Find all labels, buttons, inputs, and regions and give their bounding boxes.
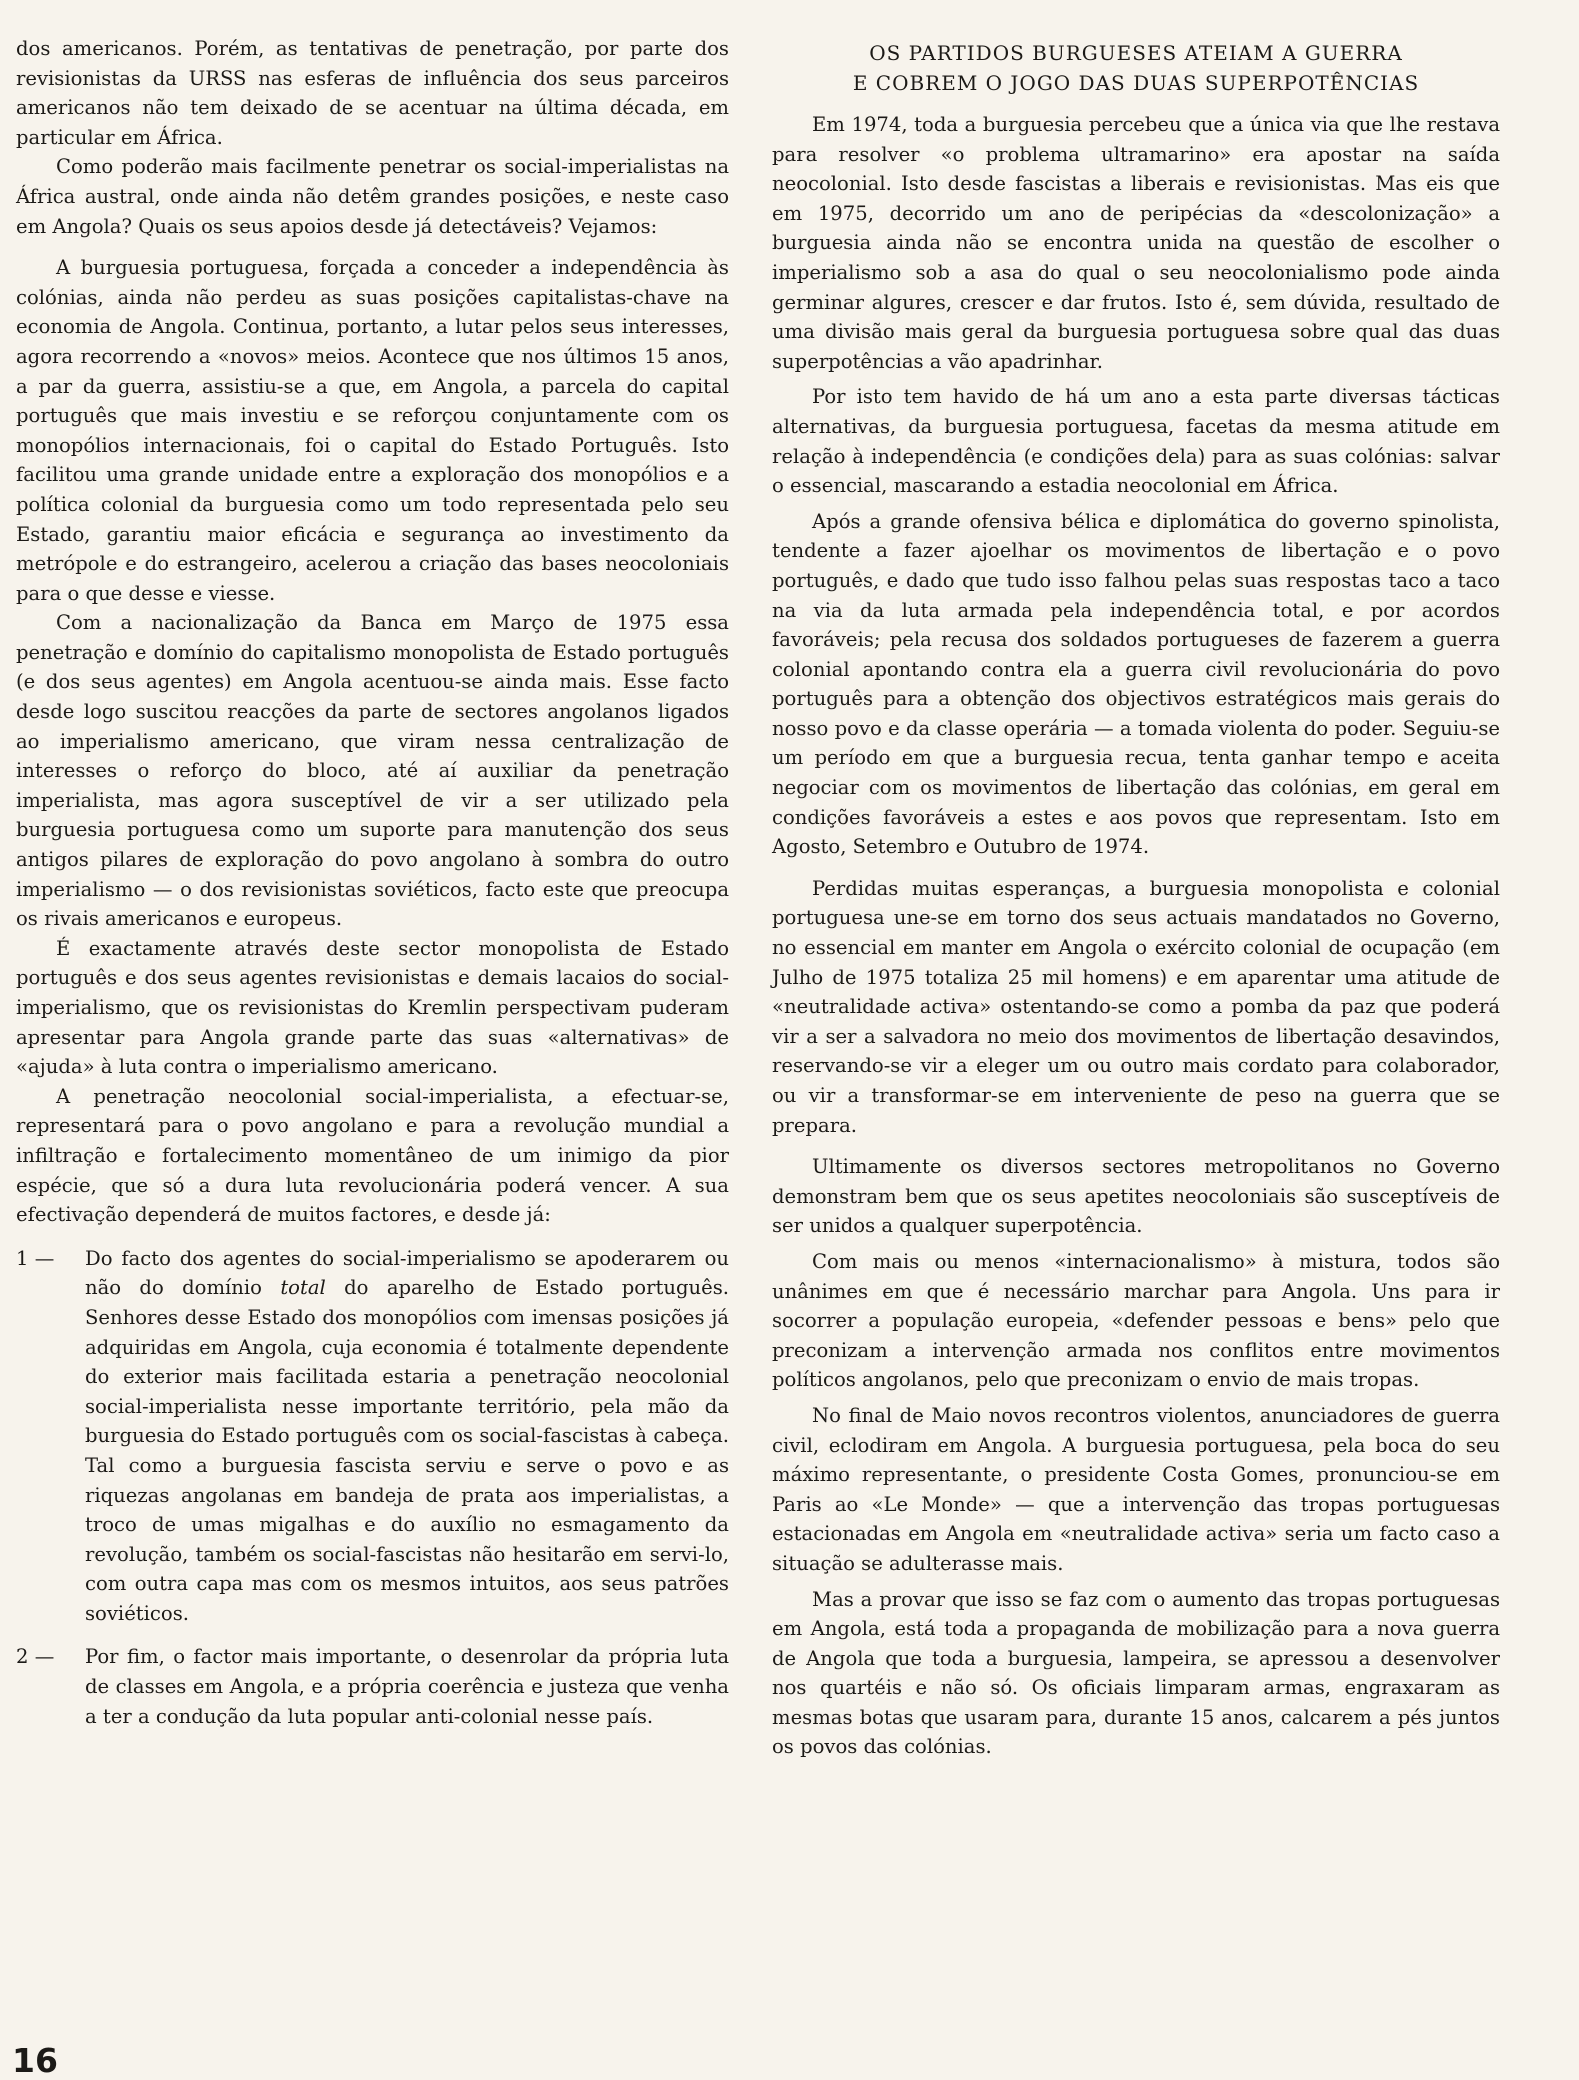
paragraph: Como poderão mais facilmente penetrar os social-imperialistas na África austral, onde ainda não detêm grandes posições, e neste caso em Angola? Quais os seus apoios desde já detectáveis? Vejamos: [16,155,729,238]
heading-line: E COBREM O JOGO DAS DUAS SUPERPOTÊNCIAS [852,71,1420,95]
section-heading [772,38,1500,98]
paragraph: dos americanos. Porém, as tentativas de penetração, por parte dos revisionistas da URSS nas esferas de influência dos seus parceiros americanos não tem deixado de se acentuar na última década, em particular em África. [16,37,729,149]
item-text: Do facto dos agentes do social-imperialismo se apoderarem ou não do domínio [85,1246,729,1300]
paragraph: No final de Maio novos recontros violentos, anunciadores de guerra civil, eclodiram em Angola. A burguesia portuguesa, pela boca do seu máximo representante, o presidente Costa Gomes, pronunciou-se em Paris ao «Le Monde» — que a intervenção das tropas portuguesas estacionadas em Angola em «neutralidade activa» seria um facto caso a situação se adulterasse mais. [772,1403,1500,1575]
paragraph: Por isto tem havido de há um ano a esta parte diversas tácticas alternativas, da burguesia portuguesa, facetas da mesma atitude em relação à independência (e condições dela) para as suas colónias: salvar o essencial, mascarando a estadia neocolonial em África. [772,385,1500,498]
paragraph: Em 1974, toda a burguesia percebeu que a única via que lhe restava para resolver «o problema ultramarino» era apostar na saída neocolonial. Isto desde fascistas a liberais e revisionistas. Mas eis que em 1975, decorrido um ano de peripécias da «descolonização» a burguesia ainda não se encontra unida na questão de escolher o imperialismo sob a asa do qual o seu neocolonialismo pode ainda germinar algures, crescer e dar frutos. Isto é, sem dúvida, resultado de uma divisão mais geral da burguesia portuguesa sobre qual das duas superpotências a vão apadrinhar. [772,113,1500,373]
paragraph: Com a nacionalização da Banca em Março de 1975 essa penetração e domínio do capitalismo monopolista de Estado português (e dos seus agentes) em Angola acentuou-se ainda mais. Esse facto desde logo suscitou reacções da parte de sectores angolanos ligados ao imperialismo americano, que viram nessa centralização de interesses o reforço do bloco, até aí auxiliar da penetração imperialista, mas agora susceptível de vir a ser utilizado pela burguesia portuguesa como um suporte para manutenção dos seus antigos pilares de exploração do povo angolano à sombra do outro imperialismo — o dos revisionistas soviéticos, facto este que preocupa os rivais americanos e europeus. [16,611,729,931]
heading-line: OS PARTIDOS BURGUESES ATEIAM A GUERRA [869,41,1403,65]
right-column [772,34,1500,1762]
paragraph: Com mais ou menos «internacionalismo» à mistura, todos são unânimes em que é necessário marchar para Angola. Uns para ir socorrer a população europeia, «defender pessoas e bens» pelo que preconizam a intervenção armada nos conflitos entre movimentos políticos angolanos, pelo que preconizam o envio de mais tropas. [772,1249,1500,1392]
paragraph: Ultimamente os diversos sectores metropolitanos no Governo demonstram bem que os seus apetites neocoloniais são susceptíveis de ser unidos a qualquer superpotência. [772,1155,1500,1238]
item-number: 2 — [16,1645,55,1669]
paragraph: A penetração neocolonial social-imperialista, a efectuar-se, representará para o povo angolano e para a revolução mundial a infiltração e fortalecimento momentâneo de um inimigo da pior espécie, que só a dura luta revolucionária poderá vencer. A sua efectivação dependerá de muitos factores, e desde já: [16,1084,729,1227]
paragraph: Perdidas muitas esperanças, a burguesia monopolista e colonial portuguesa une-se em torno dos seus actuais mandatados no Governo, no essencial em manter em Angola o exército colonial de ocupação (em Julho de 1975 totaliza 25 mil homens) e em aparentar uma atitude de «neutralidade activa» ostentando-se como a pomba da paz que poderá vir a ser a salvadora no meio dos movimentos de libertação desavindos, reservando-se vir a eleger um ou outro mais cordato para colaborador, ou vir a transformar-se em interveniente de peso na guerra que se prepara. [772,876,1500,1137]
emphasis-text: total [280,1276,326,1300]
item-text: Por fim, o factor mais importante, o desenrolar da própria luta de classes em Angola, e a própria coerência e justeza que venha a ter a condução da luta popular anti-colonial nesse país. [85,1645,729,1728]
paragraph: É exactamente através deste sector monopolista de Estado português e dos seus agentes revisionistas e demais lacaios do social-imperialismo, que os revisionistas do Kremlin perspectivam puderam apresentar para Angola grande parte das suas «alternativas» de «ajuda» à luta contra o imperialismo americano. [16,936,729,1079]
item-text: do aparelho de Estado português. Senhores desse Estado dos monopólios com imensas posições já adquiridas em Angola, cuja economia é totalmente dependente do exterior mais facilitada estaria a penetração neocolonial social-imperialista nesse importante território, pela mão da burguesia do Estado português com os social-fascistas à cabeça. Tal como a burguesia fascista serviu e serve o povo e as riquezas angolanas em bandeja de prata aos imperialistas, a troco de umas migalhas e do auxílio no esmagamento da revolução, também os social-fascistas não hesitarão em servi-lo, com outra capa mas com os mesmos intuitos, aos seus patrões soviéticos. [85,1276,729,1625]
page-number: 16 [12,2041,58,2080]
paragraph: Mas a provar que isso se faz com o aumento das tropas portuguesas em Angola, está toda a propaganda de mobilização para a nova guerra de Angola que toda a burguesia, lampeira, se apressou a desenvolver nos quartéis e não só. Os oficiais limparam armas, engraxaram as mesmas botas que usaram para, durante 15 anos, calcarem a pés juntos os povos das colónias. [772,1587,1500,1759]
left-column [16,34,729,1731]
paragraph: A burguesia portuguesa, forçada a conceder a independência às colónias, ainda não perdeu as suas posições capitalistas-chave na economia de Angola. Continua, portanto, a lutar pelos seus interesses, agora recorrendo a «novos» meios. Acontece que nos últimos 15 anos, a par da guerra, assistiu-se a que, em Angola, a parcela do capital português que mais investiu e se reforçou conjuntamente com os monopólios internacionais, foi o capital do Estado Português. Isto facilitou uma grande unidade entre a exploração dos monopólios e a política colonial da burguesia como um todo representada pelo seu Estado, garantiu maior eficácia e segurança ao investimento da metrópole e do estrangeiro, acelerou a criação das bases neocoloniais para o que desse e viesse. [16,256,729,605]
paragraph: Após a grande ofensiva bélica e diplomática do governo spinolista, tendente a fazer ajoelhar os movimentos de libertação e o povo português, e dado que tudo isso falhou pelas suas respostas taco a taco na via da luta armada pela independência total, e por acordos favoráveis; pela recusa dos soldados portugueses de fazerem a guerra colonial apontando contra ela a guerra civil revolucionária do povo português para a obtenção dos objectivos estratégicos mais gerais do nosso povo e da classe operária — a tomada violenta do poder. Seguiu-se um período em que a burguesia recua, tenta ganhar tempo e aceita negociar com os movimentos de libertação das colónias, em geral em condições favoráveis a estes e aos povos que representam. Isto em Agosto, Setembro e Outubro de 1974. [772,509,1500,859]
item-number: 1 — [16,1246,55,1270]
numbered-item-2 [16,1642,729,1731]
numbered-item-1 [16,1244,729,1629]
